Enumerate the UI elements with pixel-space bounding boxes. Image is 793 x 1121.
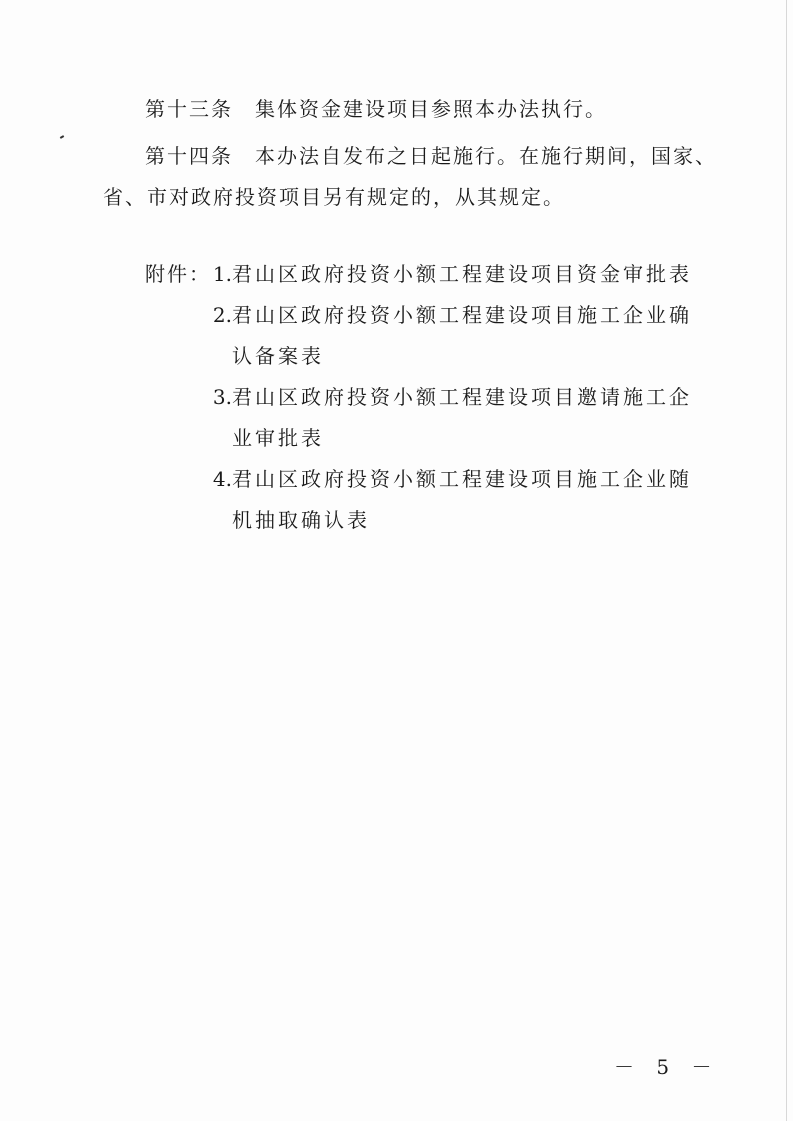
article-14-continuation: 省、市对政府投资项目另有规定的，从其规定。 (103, 185, 565, 209)
attachments-label: 附件： (145, 262, 211, 286)
attachment-number: 2. (212, 303, 232, 327)
article-14-text: 本办法自发布之日起施行。在施行期间，国家、 (255, 144, 717, 168)
attachment-number: 1. (212, 262, 232, 286)
page-number: － 5 － (614, 1055, 720, 1079)
attachment-item-2 (212, 302, 692, 328)
attachment-number: 4. (212, 467, 232, 491)
article-13-label: 第十三条 (145, 97, 233, 121)
attachment-item-3 (212, 384, 692, 410)
attachment-text: 君山区政府投资小额工程建设项目资金审批表 (232, 262, 692, 286)
scan-mark (60, 135, 64, 139)
attachment-item-2-continuation: 认备案表 (232, 344, 324, 368)
article-14-label: 第十四条 (145, 144, 233, 168)
article-13 (145, 96, 607, 122)
scan-edge-line (786, 0, 787, 1121)
article-14 (145, 143, 717, 169)
attachment-item-1 (212, 261, 692, 287)
attachment-text: 君山区政府投资小额工程建设项目邀请施工企 (232, 385, 692, 409)
article-13-text: 集体资金建设项目参照本办法执行。 (255, 97, 607, 121)
attachment-item-4 (212, 466, 692, 492)
attachment-item-3-continuation: 业审批表 (232, 426, 324, 450)
attachment-number: 3. (212, 385, 232, 409)
attachment-text: 君山区政府投资小额工程建设项目施工企业随 (232, 467, 692, 491)
attachment-item-4-continuation: 机抽取确认表 (232, 508, 370, 532)
attachment-text: 君山区政府投资小额工程建设项目施工企业确 (232, 303, 692, 327)
